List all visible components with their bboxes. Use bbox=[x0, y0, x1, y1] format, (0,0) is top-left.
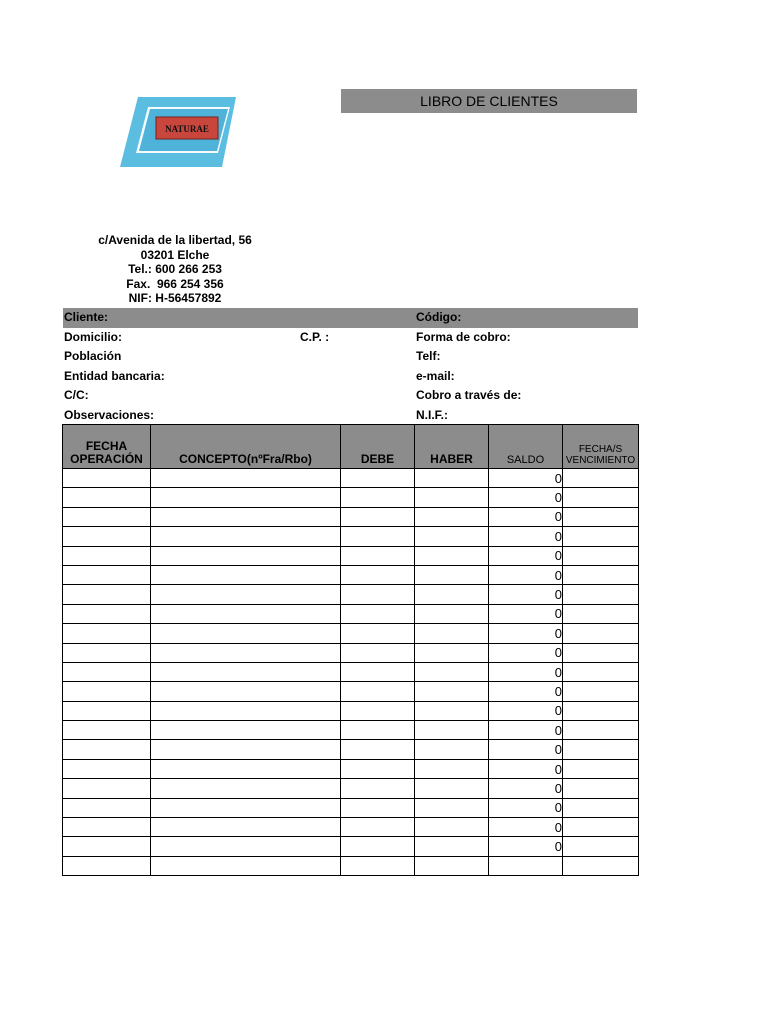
saldo-cell[interactable] bbox=[489, 856, 563, 875]
saldo-cell[interactable]: 0 bbox=[489, 662, 563, 681]
vencimiento-cell[interactable] bbox=[563, 837, 639, 856]
header-saldo: SALDO bbox=[489, 425, 563, 469]
debe-cell[interactable] bbox=[341, 798, 415, 817]
haber-cell[interactable] bbox=[415, 565, 489, 584]
haber-cell[interactable] bbox=[415, 662, 489, 681]
haber-cell[interactable] bbox=[415, 527, 489, 546]
debe-cell[interactable] bbox=[341, 527, 415, 546]
saldo-cell[interactable]: 0 bbox=[489, 779, 563, 798]
fecha-cell[interactable] bbox=[63, 469, 151, 488]
vencimiento-cell[interactable] bbox=[563, 721, 639, 740]
concepto-cell[interactable] bbox=[151, 662, 341, 681]
concepto-cell[interactable] bbox=[151, 779, 341, 798]
table-row bbox=[63, 837, 639, 856]
concepto-cell[interactable] bbox=[151, 604, 341, 623]
vencimiento-cell[interactable] bbox=[563, 818, 639, 837]
debe-cell[interactable] bbox=[341, 488, 415, 507]
saldo-cell[interactable]: 0 bbox=[489, 682, 563, 701]
saldo-cell[interactable]: 0 bbox=[489, 721, 563, 740]
page-title: LIBRO DE CLIENTES bbox=[341, 89, 637, 113]
concepto-cell[interactable] bbox=[151, 837, 341, 856]
concepto-cell[interactable] bbox=[151, 740, 341, 759]
client-label: Cliente: bbox=[64, 310, 109, 324]
vencimiento-cell[interactable] bbox=[563, 701, 639, 720]
address-row bbox=[63, 328, 638, 348]
concepto-cell[interactable] bbox=[151, 701, 341, 720]
vencimiento-cell[interactable] bbox=[563, 469, 639, 488]
fecha-cell[interactable] bbox=[63, 624, 151, 643]
table-row bbox=[63, 507, 639, 526]
saldo-cell[interactable]: 0 bbox=[489, 624, 563, 643]
debe-cell[interactable] bbox=[341, 818, 415, 837]
saldo-cell[interactable]: 0 bbox=[489, 527, 563, 546]
poblacion-label: Población bbox=[64, 349, 122, 363]
vencimiento-cell[interactable] bbox=[563, 507, 639, 526]
header-venc-line1: FECHA/S bbox=[578, 444, 623, 455]
bank-row bbox=[63, 367, 638, 387]
concepto-cell[interactable] bbox=[151, 759, 341, 778]
haber-cell[interactable] bbox=[415, 546, 489, 565]
table-row bbox=[63, 565, 639, 584]
collection-channel-label: Cobro a través de: bbox=[416, 388, 522, 402]
haber-cell[interactable] bbox=[415, 488, 489, 507]
table-row bbox=[63, 604, 639, 623]
address-nif: NIF: H-56457892 bbox=[128, 291, 222, 305]
saldo-cell[interactable]: 0 bbox=[489, 798, 563, 817]
vencimiento-cell[interactable] bbox=[563, 740, 639, 759]
table-row bbox=[63, 779, 639, 798]
vencimiento-cell[interactable] bbox=[563, 488, 639, 507]
fecha-cell[interactable] bbox=[63, 798, 151, 817]
concepto-cell[interactable] bbox=[151, 856, 341, 875]
vencimiento-cell[interactable] bbox=[563, 527, 639, 546]
ledger-body bbox=[63, 469, 639, 876]
phone-label: Telf: bbox=[416, 349, 441, 363]
haber-cell[interactable] bbox=[415, 856, 489, 875]
haber-cell[interactable] bbox=[415, 469, 489, 488]
debe-cell[interactable] bbox=[341, 779, 415, 798]
concepto-cell[interactable] bbox=[151, 818, 341, 837]
table-row bbox=[63, 624, 639, 643]
bank-label: Entidad bancaria: bbox=[64, 368, 165, 383]
vencimiento-cell[interactable] bbox=[563, 643, 639, 662]
vencimiento-cell[interactable] bbox=[563, 779, 639, 798]
notes-row bbox=[63, 406, 638, 426]
company-logo bbox=[118, 95, 240, 169]
client-row bbox=[63, 308, 638, 328]
table-row bbox=[63, 662, 639, 681]
saldo-cell[interactable]: 0 bbox=[489, 507, 563, 526]
debe-cell[interactable] bbox=[341, 604, 415, 623]
ledger-header-row bbox=[63, 425, 639, 469]
table-row bbox=[63, 643, 639, 662]
debe-cell[interactable] bbox=[341, 565, 415, 584]
fecha-cell[interactable] bbox=[63, 759, 151, 778]
logo-text: NATURAE bbox=[165, 124, 209, 134]
vencimiento-cell[interactable] bbox=[563, 856, 639, 875]
haber-cell[interactable] bbox=[415, 643, 489, 662]
fecha-cell[interactable] bbox=[63, 721, 151, 740]
concepto-cell[interactable] bbox=[151, 624, 341, 643]
code-label: Código: bbox=[416, 310, 462, 324]
saldo-cell[interactable]: 0 bbox=[489, 740, 563, 759]
vencimiento-cell[interactable] bbox=[563, 759, 639, 778]
haber-cell[interactable] bbox=[415, 701, 489, 720]
address-street: c/Avenida de la libertad, 56 bbox=[98, 233, 252, 247]
table-row bbox=[63, 585, 639, 604]
vencimiento-cell[interactable] bbox=[563, 604, 639, 623]
debe-cell[interactable] bbox=[341, 507, 415, 526]
vencimiento-cell[interactable] bbox=[563, 546, 639, 565]
concepto-cell[interactable] bbox=[151, 798, 341, 817]
observations-label: Observaciones: bbox=[64, 407, 155, 422]
fecha-cell[interactable] bbox=[63, 488, 151, 507]
fecha-cell[interactable] bbox=[63, 527, 151, 546]
header-venc-line2: VENCIMIENTO bbox=[565, 455, 636, 466]
saldo-cell[interactable]: 0 bbox=[489, 604, 563, 623]
saldo-cell[interactable]: 0 bbox=[489, 701, 563, 720]
saldo-cell[interactable]: 0 bbox=[489, 585, 563, 604]
debe-cell[interactable] bbox=[341, 856, 415, 875]
saldo-cell[interactable]: 0 bbox=[489, 546, 563, 565]
table-row bbox=[63, 740, 639, 759]
haber-cell[interactable] bbox=[415, 604, 489, 623]
table-row bbox=[63, 856, 639, 875]
cp-label: C.P. : bbox=[300, 329, 330, 344]
saldo-cell[interactable]: 0 bbox=[489, 643, 563, 662]
concepto-cell[interactable] bbox=[151, 488, 341, 507]
saldo-cell[interactable]: 0 bbox=[489, 469, 563, 488]
vencimiento-cell[interactable] bbox=[563, 624, 639, 643]
debe-cell[interactable] bbox=[341, 643, 415, 662]
concepto-cell[interactable] bbox=[151, 721, 341, 740]
fecha-cell[interactable] bbox=[63, 682, 151, 701]
vencimiento-cell[interactable] bbox=[563, 798, 639, 817]
domicilio-label: Domicilio: bbox=[64, 329, 123, 344]
concepto-cell[interactable] bbox=[151, 565, 341, 584]
table-row bbox=[63, 546, 639, 565]
table-row bbox=[63, 721, 639, 740]
haber-cell[interactable] bbox=[415, 779, 489, 798]
table-row bbox=[63, 469, 639, 488]
header-fecha-line2: OPERACIÓN bbox=[70, 452, 143, 466]
haber-cell[interactable] bbox=[415, 798, 489, 817]
concepto-cell[interactable] bbox=[151, 643, 341, 662]
debe-cell[interactable] bbox=[341, 721, 415, 740]
fecha-cell[interactable] bbox=[63, 779, 151, 798]
concepto-cell[interactable] bbox=[151, 546, 341, 565]
fecha-cell[interactable] bbox=[63, 662, 151, 681]
concepto-cell[interactable] bbox=[151, 507, 341, 526]
saldo-cell[interactable]: 0 bbox=[489, 837, 563, 856]
table-row bbox=[63, 759, 639, 778]
header-fecha-line1: FECHA bbox=[85, 439, 128, 453]
account-label: C/C: bbox=[64, 388, 89, 402]
vencimiento-cell[interactable] bbox=[563, 565, 639, 584]
haber-cell[interactable] bbox=[415, 818, 489, 837]
haber-cell[interactable] bbox=[415, 682, 489, 701]
fecha-cell[interactable] bbox=[63, 701, 151, 720]
concepto-cell[interactable] bbox=[151, 585, 341, 604]
fecha-cell[interactable] bbox=[63, 837, 151, 856]
table-row bbox=[63, 701, 639, 720]
saldo-cell[interactable]: 0 bbox=[489, 759, 563, 778]
header-debe: DEBE bbox=[341, 425, 415, 469]
saldo-cell[interactable]: 0 bbox=[489, 818, 563, 837]
debe-cell[interactable] bbox=[341, 759, 415, 778]
haber-cell[interactable] bbox=[415, 507, 489, 526]
header-concepto: CONCEPTO(nºFra/Rbo) bbox=[151, 425, 341, 469]
table-row bbox=[63, 818, 639, 837]
email-label: e-mail: bbox=[416, 368, 455, 383]
header-vencimiento bbox=[563, 425, 639, 469]
account-row bbox=[63, 386, 638, 406]
haber-cell[interactable] bbox=[415, 624, 489, 643]
fecha-cell[interactable] bbox=[63, 818, 151, 837]
debe-cell[interactable] bbox=[341, 585, 415, 604]
haber-cell[interactable] bbox=[415, 721, 489, 740]
debe-cell[interactable] bbox=[341, 740, 415, 759]
header-fecha-operacion bbox=[63, 425, 151, 469]
address-phone: Tel.: 600 266 253 bbox=[128, 262, 222, 276]
concepto-cell[interactable] bbox=[151, 682, 341, 701]
vencimiento-cell[interactable] bbox=[563, 662, 639, 681]
address-fax: Fax. 966 254 356 bbox=[126, 276, 224, 291]
header-haber: HABER bbox=[415, 425, 489, 469]
fecha-cell[interactable] bbox=[63, 740, 151, 759]
debe-cell[interactable] bbox=[341, 662, 415, 681]
fecha-cell[interactable] bbox=[63, 643, 151, 662]
table-row bbox=[63, 682, 639, 701]
fecha-cell[interactable] bbox=[63, 546, 151, 565]
client-info-block bbox=[63, 308, 638, 425]
vencimiento-cell[interactable] bbox=[563, 682, 639, 701]
debe-cell[interactable] bbox=[341, 701, 415, 720]
address-city: 03201 Elche bbox=[140, 247, 210, 262]
fecha-cell[interactable] bbox=[63, 604, 151, 623]
haber-cell[interactable] bbox=[415, 837, 489, 856]
payment-method-label: Forma de cobro: bbox=[416, 329, 511, 344]
company-address bbox=[80, 233, 270, 306]
debe-cell[interactable] bbox=[341, 469, 415, 488]
table-row bbox=[63, 527, 639, 546]
fecha-cell[interactable] bbox=[63, 565, 151, 584]
debe-cell[interactable] bbox=[341, 837, 415, 856]
concepto-cell[interactable] bbox=[151, 469, 341, 488]
debe-cell[interactable] bbox=[341, 546, 415, 565]
haber-cell[interactable] bbox=[415, 759, 489, 778]
town-row bbox=[63, 347, 638, 367]
debe-cell[interactable] bbox=[341, 682, 415, 701]
table-row bbox=[63, 488, 639, 507]
saldo-cell[interactable]: 0 bbox=[489, 488, 563, 507]
saldo-cell[interactable]: 0 bbox=[489, 565, 563, 584]
haber-cell[interactable] bbox=[415, 585, 489, 604]
fecha-cell[interactable] bbox=[63, 856, 151, 875]
debe-cell[interactable] bbox=[341, 624, 415, 643]
ledger-table bbox=[62, 424, 639, 876]
table-row bbox=[63, 798, 639, 817]
haber-cell[interactable] bbox=[415, 740, 489, 759]
fecha-cell[interactable] bbox=[63, 585, 151, 604]
concepto-cell[interactable] bbox=[151, 527, 341, 546]
vencimiento-cell[interactable] bbox=[563, 585, 639, 604]
nif-label: N.I.F.: bbox=[416, 407, 448, 422]
fecha-cell[interactable] bbox=[63, 507, 151, 526]
